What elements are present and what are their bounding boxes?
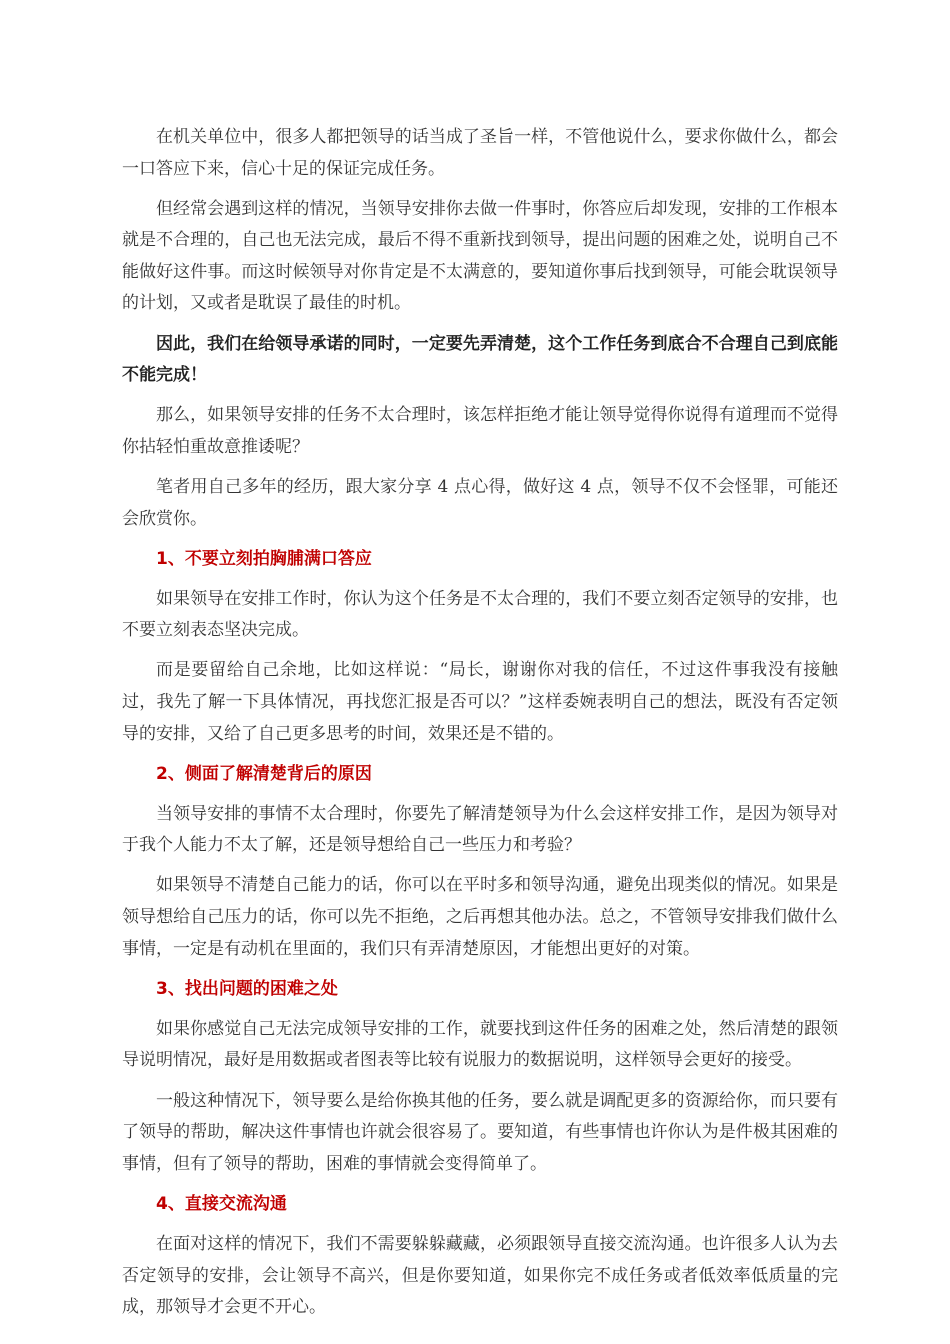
paragraph-section1-b: 而是要留给自己余地，比如这样说：“局长，谢谢你对我的信任，不过这件事我没有接触过，我先了解一下具体情况，再找您汇报是否可以？”这样委婉表明自己的想法，既没有否定领导的安排，又给了自己更多思考的时间，效果还是不错的。 [122, 660, 838, 744]
paragraph-section2-b: 如果领导不清楚自己能力的话，你可以在平时多和领导沟通，避免出现类似的情况。如果是领导想给自己压力的话，你可以先不拒绝，之后再想其他办法。总之，不管领导安排我们做什么事情，一定是有动机在里面的，我们只有弄清楚原因，才能想出更好的对策。 [122, 875, 838, 959]
section-heading-3: 3、找出问题的困难之处 [156, 978, 338, 999]
paragraph-key-point: 因此，我们在给领导承诺的同时，一定要先弄清楚，这个工作任务到底合不合理自己到底能不能完成！ [122, 333, 838, 386]
paragraph-section4-a: 在面对这样的情况下，我们不需要躲躲藏藏，必须跟领导直接交流沟通。也许很多人认为去否定领导的安排，会让领导不高兴，但是你要知道，如果你完不成任务或者低效率低质量的完成，那领导才会更不开心。 [122, 1233, 838, 1318]
paragraph-section3-a: 如果你感觉自己无法完成领导安排的工作，就要找到这件任务的困难之处，然后清楚的跟领导说明情况，最好是用数据或者图表等比较有说服力的数据说明，这样领导会更好的接受。 [122, 1018, 838, 1071]
paragraph-problem: 但经常会遇到这样的情况，当领导安排你去做一件事时，你答应后却发现，安排的工作根本就是不合理的，自己也无法完成，最后不得不重新找到领导，提出问题的困难之处，说明自己不能做好这件事。而这时候领导对你肯定是不太满意的，要知道你事后找到领导，可能会耽误领导的计划，又或者是耽误了最佳的时机。 [122, 198, 838, 314]
section-heading-4: 4、直接交流沟通 [156, 1193, 287, 1214]
paragraph-section2-a: 当领导安排的事情不太合理时，你要先了解清楚领导为什么会这样安排工作，是因为领导对于我个人能力不太了解，还是领导想给自己一些压力和考验？ [122, 803, 838, 856]
paragraph-section1-a: 如果领导在安排工作时，你认为这个任务是不太合理的，我们不要立刻否定领导的安排，也不要立刻表态坚决完成。 [122, 588, 838, 641]
section-heading-2: 2、侧面了解清楚背后的原因 [156, 763, 372, 784]
paragraph-section3-b: 一般这种情况下，领导要么是给你换其他的任务，要么就是调配更多的资源给你，而只要有了领导的帮助，解决这件事情也许就会很容易了。要知道，有些事情也许你认为是件极其困难的事情，但有了领导的帮助，困难的事情就会变得简单了。 [122, 1090, 838, 1174]
paragraph-question: 那么，如果领导安排的任务不太合理时，该怎样拒绝才能让领导觉得你说得有道理而不觉得你拈轻怕重故意推诿呢？ [122, 405, 838, 457]
section-heading-1: 1、不要立刻拍胸脯满口答应 [156, 548, 372, 569]
article-body [122, 122, 838, 1332]
paragraph-intro: 在机关单位中，很多人都把领导的话当成了圣旨一样，不管他说什么，要求你做什么，都会一口答应下来，信心十足的保证完成任务。 [122, 127, 838, 179]
paragraph-summary: 笔者用自己多年的经历，跟大家分享 4 点心得，做好这 4 点，领导不仅不会怪罪，可能还会欣赏你。 [122, 476, 838, 529]
